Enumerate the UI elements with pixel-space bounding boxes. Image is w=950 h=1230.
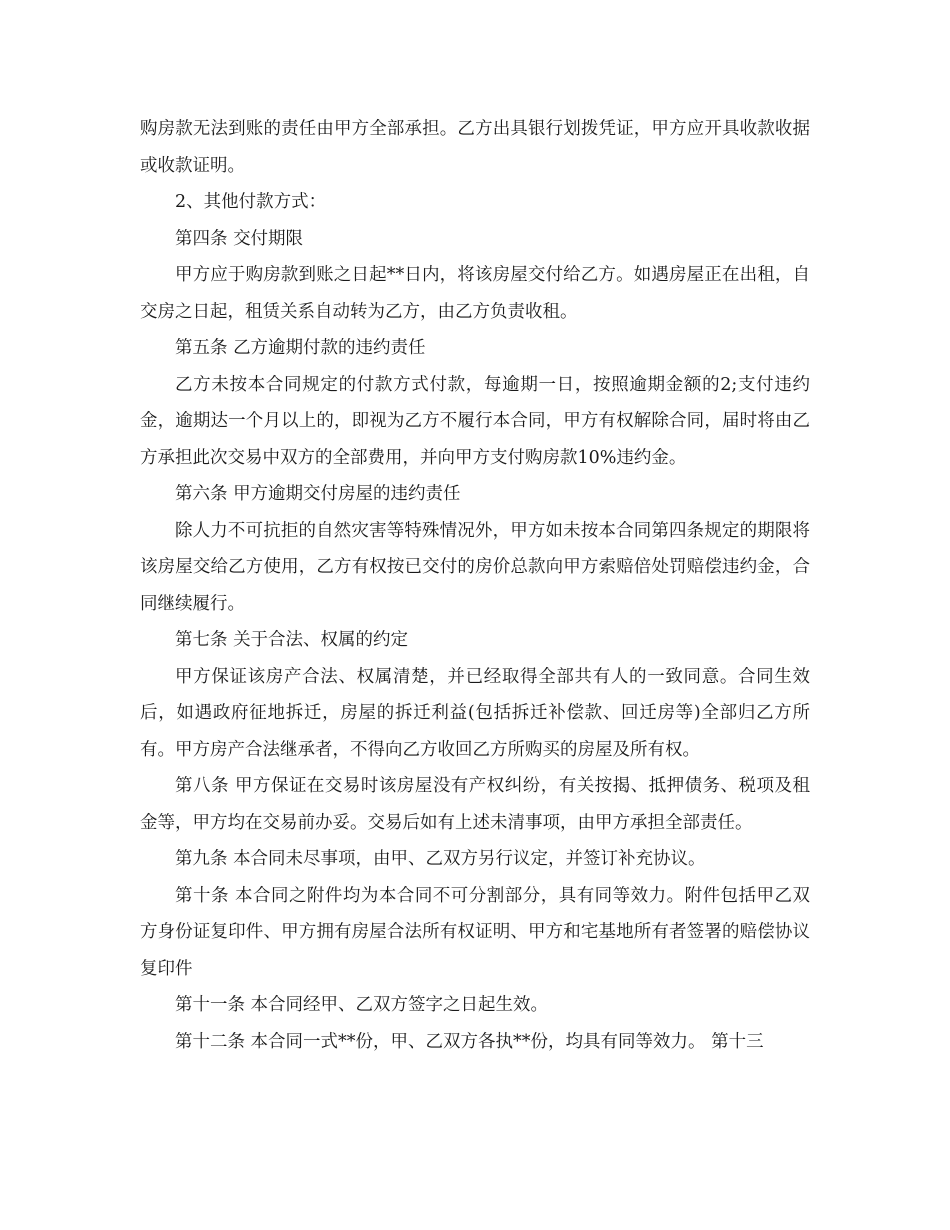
article-5-body: 乙方未按本合同规定的付款方式付款，每逾期一日，按照逾期金额的2;支付违约金，逾期达一个月以上的，即视为乙方不履行本合同，甲方有权解除合同，届时将由乙方承担此次交易中双方的全部费用，并向甲方支付购房款10%违约金。	[140, 374, 810, 468]
article-12: 第十二条 本合同一式**份，甲、乙双方各执**份，均具有同等效力。 第十三	[175, 1031, 764, 1052]
article-11: 第十一条 本合同经甲、乙双方签字之日起生效。	[175, 995, 549, 1015]
article-8: 第八条 甲方保证在交易时该房屋没有产权纠纷，有关按揭、抵押债务、税项及租金等，甲方均在交易前办妥。交易后如有上述未清事项，由甲方承担全部责任。	[140, 776, 810, 833]
article-9: 第九条 本合同未尽事项，由甲、乙双方另行议定，并签订补充协议。	[175, 849, 706, 869]
article-6-body: 除人力不可抗拒的自然灾害等特殊情况外，甲方如未按本合同第四条规定的期限将该房屋交给乙方使用，乙方有权按已交付的房价总款向甲方索赔倍处罚赔偿违约金，合同继续履行。	[140, 520, 810, 614]
article-7-body: 甲方保证该房产合法、权属清楚，并已经取得全部共有人的一致同意。合同生效后，如遇政府征地拆迁，房屋的拆迁利益(包括拆迁补偿款、回迁房等)全部归乙方所有。甲方房产合法继承者，不得向乙方收回乙方所购买的房屋及所有权。	[140, 666, 810, 760]
article-7-heading: 第七条 关于合法、权属的约定	[175, 630, 409, 650]
article-5-heading: 第五条 乙方逾期付款的违约责任	[175, 338, 426, 358]
paragraph-payment-liability: 购房款无法到账的责任由甲方全部承担。乙方出具银行划拨凭证，甲方应开具收款收据或收款证明。	[140, 119, 810, 176]
article-6-heading: 第六条 甲方逾期交付房屋的违约责任	[175, 484, 461, 504]
article-4-heading: 第四条 交付期限	[175, 228, 304, 249]
document-body	[140, 111, 810, 1060]
paragraph-other-payment: 2、其他付款方式：	[175, 192, 327, 212]
article-10: 第十条 本合同之附件均为本合同不可分割部分，具有同等效力。附件包括甲乙双方身份证复印件、甲方拥有房屋合法所有权证明、甲方和宅基地所有者签署的赔偿协议复印件	[140, 885, 810, 979]
article-4-body: 甲方应于购房款到账之日起**日内，将该房屋交付给乙方。如遇房屋正在出租，自交房之日起，租赁关系自动转为乙方，由乙方负责收租。	[140, 265, 810, 322]
